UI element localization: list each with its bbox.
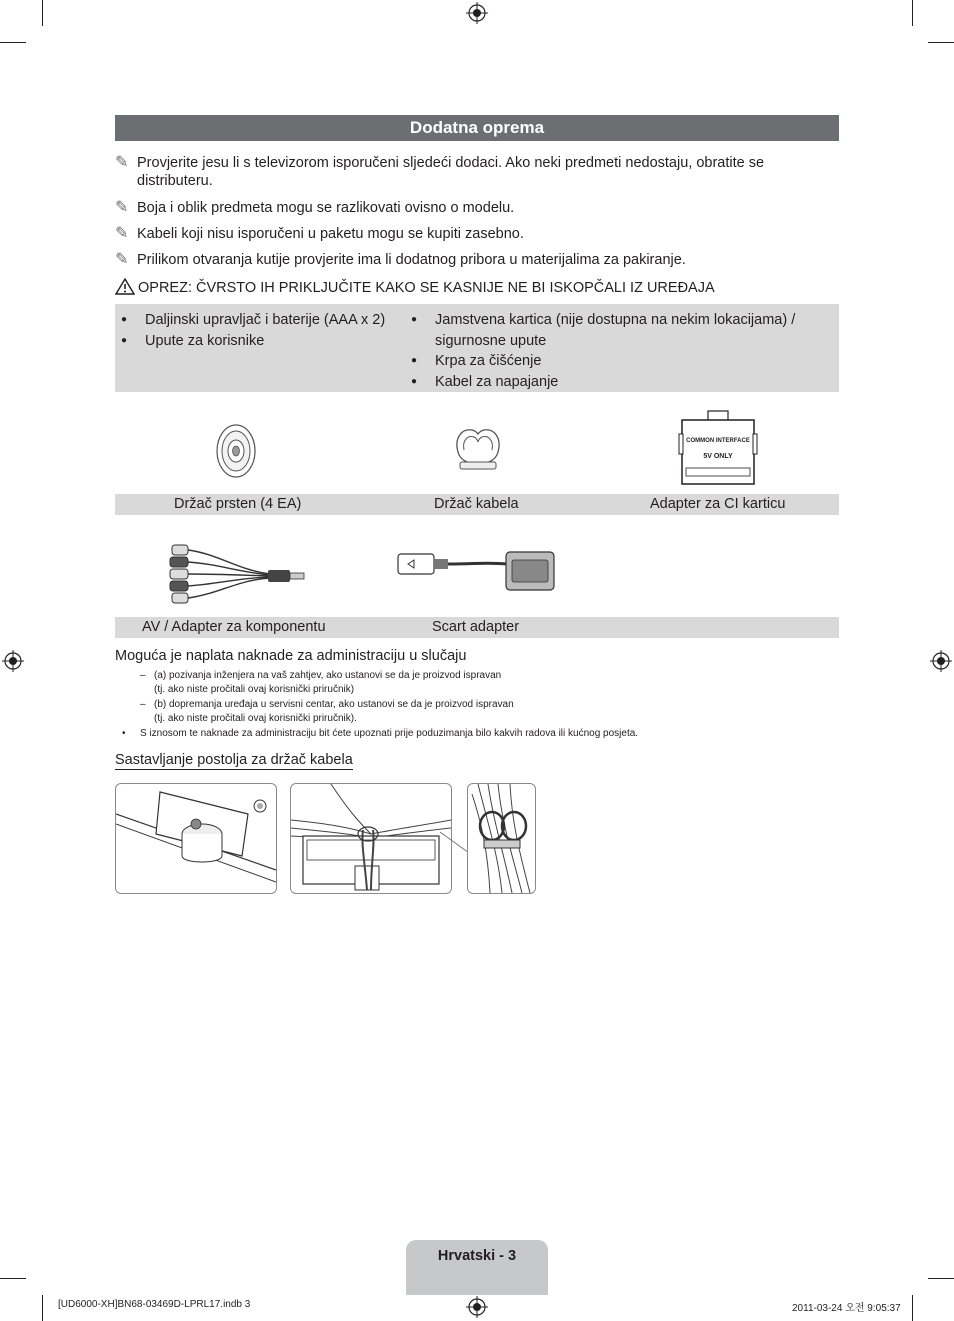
list-item: ● Krpa za čišćenje bbox=[405, 351, 825, 372]
accessories-column-left bbox=[115, 310, 395, 351]
page-number-tab bbox=[406, 1240, 548, 1295]
assembly-step-1-image bbox=[115, 783, 277, 894]
registration-mark-icon bbox=[2, 650, 24, 672]
list-item: ● Kabel za napajanje bbox=[405, 372, 825, 393]
list-item: ● Jamstvena kartica (nije dostupna na nekim lokacijama) / sigurnosne upute bbox=[405, 310, 825, 351]
pencil-note-icon: ✎ bbox=[115, 251, 129, 268]
note-item bbox=[115, 225, 815, 243]
registration-mark-icon bbox=[466, 2, 488, 24]
crop-mark bbox=[928, 42, 954, 43]
fee-text: (tj. ako niste pročitali ovaj korisnički priručnik) bbox=[154, 684, 355, 695]
caption-scart-adapter: Scart adapter bbox=[432, 619, 520, 635]
crop-mark bbox=[42, 0, 43, 26]
stand-back-illustration bbox=[116, 784, 276, 893]
cable-holder-icon bbox=[452, 424, 504, 472]
page-label: Hrvatski - 3 bbox=[437, 1248, 517, 1264]
pencil-note-icon: ✎ bbox=[115, 154, 129, 171]
caption-cable-holder: Držač kabela bbox=[434, 496, 519, 512]
assembly-step-3-image bbox=[467, 783, 536, 894]
list-item: ● Upute za korisnike bbox=[115, 331, 395, 352]
note-text: Prilikom otvaranja kutije provjerite ima li dodatnog pribora u materijalima za pakiranje. bbox=[137, 252, 686, 268]
pencil-note-icon: ✎ bbox=[115, 199, 129, 216]
fee-text: S iznosom te naknade za administraciju bit ćete upoznati prije poduzimanja bilo kakvih radova ili kućnog posjeta. bbox=[140, 728, 639, 739]
caution-text: OPREZ: ČVRSTO IH PRIKLJUČITE KAKO SE KASNIJE NE BI ISKOPČALI IZ UREĐAJA bbox=[138, 280, 715, 296]
crop-mark bbox=[928, 1278, 954, 1279]
registration-mark-icon bbox=[930, 650, 952, 672]
warning-triangle-icon bbox=[115, 278, 135, 295]
fee-mark: • bbox=[122, 728, 126, 739]
section-title: Dodatna oprema bbox=[115, 115, 839, 141]
holder-ring-icon bbox=[212, 422, 260, 480]
av-component-adapter-icon bbox=[158, 540, 308, 612]
fee-text: (b) dopremanja uređaja u servisni centar, ako ustanovi se da je proizvod ispravan bbox=[154, 699, 514, 710]
caption-ci-adapter: Adapter za CI karticu bbox=[650, 496, 786, 512]
accessories-column-right bbox=[405, 310, 825, 392]
footer-timestamp: 2011-03-24 오전 9:05:37 bbox=[792, 1303, 901, 1314]
ci-card-voltage: 5V ONLY bbox=[703, 453, 733, 460]
ci-card-adapter-icon bbox=[678, 410, 758, 486]
pencil-note-icon: ✎ bbox=[115, 225, 129, 242]
crop-mark bbox=[0, 42, 26, 43]
caution-line bbox=[115, 278, 715, 297]
cable-holder-closeup-illustration bbox=[468, 784, 535, 893]
caption-row-2 bbox=[115, 617, 839, 638]
note-item bbox=[115, 199, 815, 217]
footer-file-info: [UD6000-XH]BN68-03469D-LPRL17.indb 3 bbox=[58, 1299, 251, 1310]
assembly-heading: Sastavljanje postolja za držač kabela bbox=[115, 752, 353, 768]
fee-heading: Moguća je naplata naknade za administraciju u slučaju bbox=[115, 648, 467, 664]
fee-mark: – bbox=[140, 670, 146, 681]
registration-mark-icon bbox=[466, 1296, 488, 1318]
crop-mark bbox=[912, 1295, 913, 1321]
caption-holder-ring: Držač prsten (4 EA) bbox=[174, 496, 302, 512]
caption-row-1 bbox=[115, 494, 839, 515]
fee-text: (a) pozivanja inženjera na vaš zahtjev, ako ustanovi se da je proizvod ispravan bbox=[154, 670, 502, 681]
fee-text: (tj. ako niste pročitali ovaj korisnički priručnik). bbox=[154, 713, 357, 724]
caption-av-adapter: AV / Adapter za komponentu bbox=[142, 619, 326, 635]
note-text: Provjerite jesu li s televizorom isporučeni sljedeći dodaci. Ako neki predmeti nedostaju, obratite se distributeru. bbox=[137, 155, 765, 189]
cable-routing-illustration bbox=[291, 784, 451, 893]
scart-adapter-icon bbox=[396, 546, 558, 596]
crop-mark bbox=[0, 1278, 26, 1279]
note-text: Kabeli koji nisu isporučeni u paketu mogu se kupiti zasebno. bbox=[137, 226, 524, 242]
crop-mark bbox=[912, 0, 913, 26]
assembly-step-2-image bbox=[290, 783, 452, 894]
note-text: Boja i oblik predmeta mogu se razlikovati ovisno o modelu. bbox=[137, 200, 515, 216]
fee-mark: – bbox=[140, 699, 146, 710]
crop-mark bbox=[42, 1295, 43, 1321]
note-item bbox=[115, 251, 815, 269]
list-item: ● Daljinski upravljač i baterije (AAA x 2) bbox=[115, 310, 395, 331]
note-item bbox=[115, 154, 815, 190]
accessories-list bbox=[115, 304, 839, 392]
ci-card-label: COMMON INTERFACE bbox=[686, 438, 750, 444]
